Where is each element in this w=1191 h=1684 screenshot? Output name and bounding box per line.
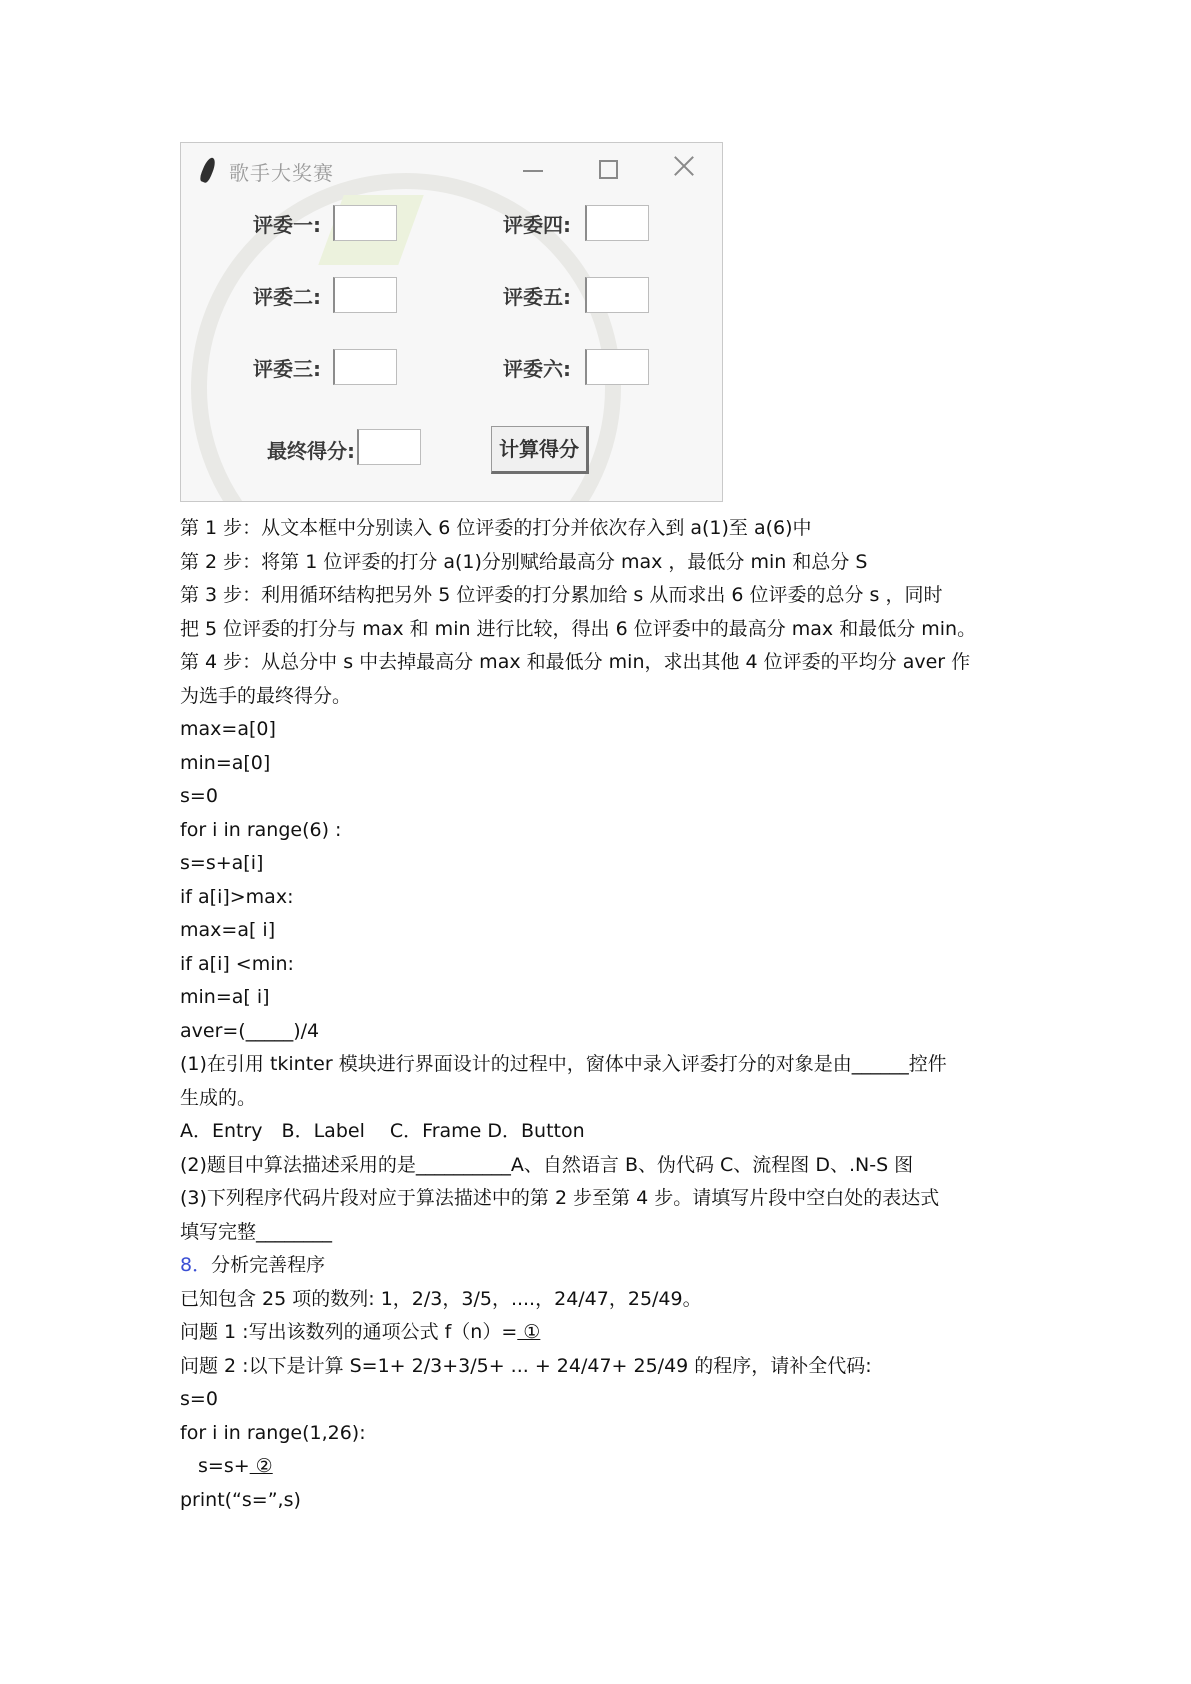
final-score-entry[interactable]	[357, 429, 421, 465]
sequence-line: 已知包含 25 项的数列: 1，2/3，3/5，....，24/47，25/49。	[180, 1287, 702, 1310]
judge2-entry[interactable]	[333, 277, 397, 313]
code-line: if a[i]>max:	[180, 885, 294, 908]
code-line: min=a[0]	[180, 751, 271, 774]
code-line: s=s+a[i]	[180, 852, 264, 874]
code-line: for i in range(1,26):	[180, 1421, 366, 1444]
question-1-line	[180, 1316, 1020, 1350]
judge5-label: 评委五:	[503, 285, 571, 309]
blank-2: ②	[249, 1455, 273, 1477]
question-1-text: 问题 1 :写出该数列的通项公式 f（n）=	[180, 1321, 518, 1343]
close-icon[interactable]	[671, 153, 697, 179]
problem-title: 分析完善程序	[211, 1254, 326, 1276]
code-line: if a[i] <min:	[180, 952, 294, 975]
step-line: 第 3 步：利用循环结构把另外 5 位评委的打分累加给 s 从而求出 6 位评委的总分 s ，同时	[180, 584, 943, 606]
feather-icon	[198, 156, 217, 184]
code-line: aver=(_____)/4	[180, 1019, 320, 1042]
code-line: print(“s=”,s)	[180, 1488, 301, 1511]
calculate-score-button[interactable]: 计算得分	[491, 426, 589, 474]
judge6-entry[interactable]	[585, 349, 649, 385]
options-line: A．Entry B．Label C．Frame D．Button	[180, 1120, 585, 1142]
code-line: max=a[ i]	[180, 919, 276, 941]
judge6-label: 评委六:	[503, 357, 571, 381]
tkinter-window-screenshot	[180, 142, 723, 502]
blank-1: ①	[517, 1321, 541, 1343]
maximize-icon[interactable]	[599, 160, 618, 179]
judge1-label: 评委一:	[253, 213, 321, 237]
question-line: (3)下列程序代码片段对应于算法描述中的第 2 步至第 4 步。请填写片段中空白处的表达式	[180, 1187, 940, 1209]
question-line: (1)在引用 tkinter 模块进行界面设计的过程中，窗体中录入评委打分的对象是由______控件	[180, 1053, 947, 1075]
problem-8-heading	[180, 1249, 1020, 1283]
question-line: (2)题目中算法描述采用的是__________A、自然语言 B、伪代码 C、流程图 D、.N-S 图	[180, 1153, 914, 1176]
window-title: 歌手大奖赛	[229, 161, 334, 185]
code-text: s=s+	[198, 1455, 250, 1477]
question-2-line: 问题 2 :以下是计算 S=1+ 2/3+3/5+ ... + 24/47+ 25/49 的程序，请补全代码:	[180, 1354, 872, 1377]
step-line: 第 2 步：将第 1 位评委的打分 a(1)分别赋给最高分 max ，最低分 min 和总分 S	[180, 550, 868, 573]
judge4-entry[interactable]	[585, 205, 649, 241]
code-line: min=a[ i]	[180, 986, 270, 1008]
judge3-label: 评委三:	[253, 357, 321, 381]
code-line	[180, 1450, 1020, 1484]
window-titlebar	[181, 143, 722, 195]
judge5-entry[interactable]	[585, 277, 649, 313]
step-line: 第 1 步：从文本框中分别读入 6 位评委的打分并依次存入到 a(1)至 a(6)中	[180, 517, 812, 539]
document-body	[180, 512, 1020, 1517]
question-line: 生成的。	[180, 1086, 257, 1109]
step-line: 为选手的最终得分。	[180, 684, 352, 707]
judge2-label: 评委二:	[253, 285, 321, 309]
question-line: 填写完整________	[180, 1220, 333, 1243]
code-line: s=0	[180, 785, 218, 807]
code-line: for i in range(6) :	[180, 818, 342, 841]
final-score-label: 最终得分:	[267, 439, 355, 463]
judge3-entry[interactable]	[333, 349, 397, 385]
step-line: 把 5 位评委的打分与 max 和 min 进行比较，得出 6 位评委中的最高分 max 和最低分 min。	[180, 617, 977, 640]
judge1-entry[interactable]	[333, 205, 397, 241]
code-line: max=a[0]	[180, 718, 276, 740]
minimize-icon[interactable]	[523, 170, 543, 172]
code-line: s=0	[180, 1388, 218, 1410]
step-line: 第 4 步：从总分中 s 中去掉最高分 max 和最低分 min，求出其他 4 位评委的平均分 aver 作	[180, 651, 971, 673]
problem-number: 8．	[180, 1254, 212, 1276]
judge4-label: 评委四:	[503, 213, 571, 237]
